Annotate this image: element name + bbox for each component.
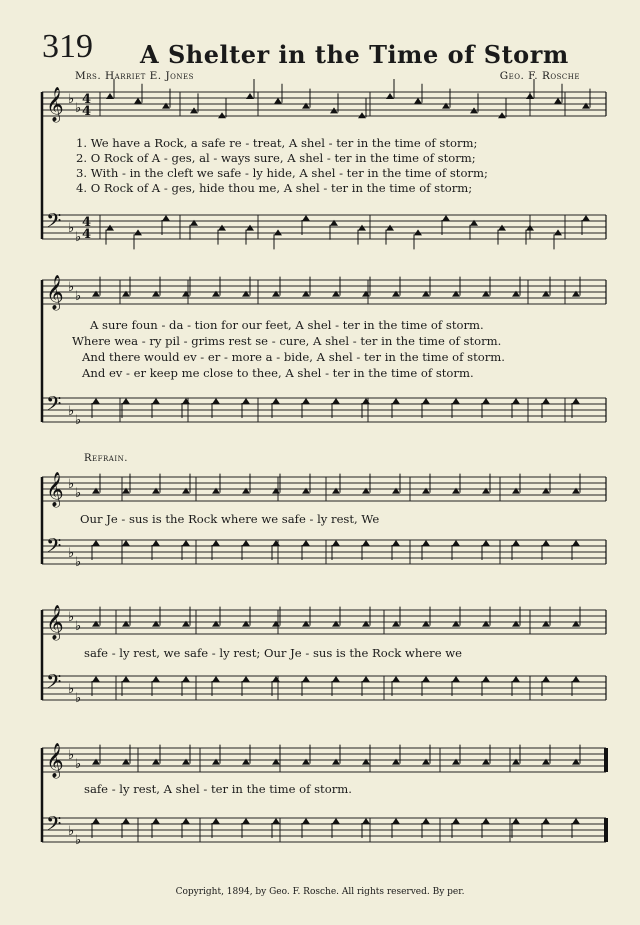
note-head	[422, 488, 430, 494]
note-head	[106, 93, 114, 99]
note-head	[242, 398, 250, 404]
note-head	[302, 676, 310, 682]
note-head	[332, 676, 340, 682]
treble-clef: 𝄞	[46, 743, 64, 778]
lyric-line: 2. O Rock of A - ges, al - ways sure, A shel - ter in the time of storm;	[76, 151, 476, 165]
note-head	[274, 229, 282, 235]
lyric-line: 1. We have a Rock, a safe re - treat, A shel - ter in the time of storm;	[76, 136, 478, 150]
refrain-label: Refrain.	[84, 453, 128, 464]
note-head	[482, 818, 490, 824]
note-head	[182, 291, 190, 297]
note-head	[452, 540, 460, 546]
note-head	[362, 759, 370, 765]
note-head	[512, 621, 520, 627]
note-head	[542, 676, 550, 682]
note-head	[182, 621, 190, 627]
bass-clef: 𝄢	[46, 812, 62, 840]
note-head	[152, 398, 160, 404]
note-head	[526, 93, 534, 99]
note-head	[572, 291, 580, 297]
note-head	[542, 818, 550, 824]
lyric-line: safe - ly rest, A shel - ter in the time of storm.	[84, 782, 352, 796]
flat-sign: ♭	[75, 230, 82, 245]
flat-sign: ♭	[75, 757, 82, 772]
note-head	[542, 488, 550, 494]
note-head	[152, 621, 160, 627]
note-head	[452, 488, 460, 494]
note-head	[218, 225, 226, 231]
note-head	[392, 488, 400, 494]
note-head	[272, 676, 280, 682]
note-head	[122, 818, 130, 824]
note-head	[242, 676, 250, 682]
note-head	[482, 759, 490, 765]
note-head	[512, 676, 520, 682]
lyric-line: And ev - er keep me close to thee, A shel - ter in the time of storm.	[82, 366, 474, 380]
note-head	[332, 759, 340, 765]
note-head	[542, 621, 550, 627]
note-head	[302, 488, 310, 494]
note-head	[512, 291, 520, 297]
note-head	[498, 225, 506, 231]
note-head	[512, 818, 520, 824]
note-head	[362, 621, 370, 627]
lyricist-credit: Mrs. Harriet E. Jones	[75, 70, 194, 82]
note-head	[442, 103, 450, 109]
note-head	[452, 291, 460, 297]
copyright-notice: Copyright, 1894, by Geo. F. Rosche. All rights reserved. By per.	[175, 887, 465, 897]
note-head	[392, 621, 400, 627]
note-head	[272, 759, 280, 765]
note-head	[392, 759, 400, 765]
lyric-line: 4. O Rock of A - ges, hide thou me, A shel - ter in the time of storm;	[76, 181, 473, 195]
hymn-title: A Shelter in the Time of Storm	[140, 40, 569, 69]
note-head	[572, 621, 580, 627]
note-head	[302, 103, 310, 109]
note-head	[392, 676, 400, 682]
flat-sign: ♭	[68, 546, 75, 561]
note-head	[272, 818, 280, 824]
note-head	[122, 398, 130, 404]
flat-sign: ♭	[75, 833, 82, 848]
flat-sign: ♭	[75, 413, 82, 428]
note-head	[274, 98, 282, 104]
note-head	[482, 398, 490, 404]
note-head	[92, 291, 100, 297]
note-head	[152, 759, 160, 765]
note-head	[92, 818, 100, 824]
bass-clef: 𝄢	[46, 670, 62, 698]
note-head	[302, 818, 310, 824]
note-head	[92, 398, 100, 404]
note-head	[392, 291, 400, 297]
note-head	[242, 818, 250, 824]
note-head	[92, 759, 100, 765]
note-head	[246, 225, 254, 231]
note-head	[542, 398, 550, 404]
flat-sign: ♭	[75, 101, 82, 116]
note-head	[242, 488, 250, 494]
note-head	[572, 488, 580, 494]
note-head	[554, 229, 562, 235]
lyric-line: Where wea - ry pil - grims rest se - cure, A shel - ter in the time of storm.	[72, 334, 502, 348]
note-head	[482, 291, 490, 297]
note-head	[302, 540, 310, 546]
note-head	[386, 93, 394, 99]
note-head	[332, 621, 340, 627]
note-head	[92, 676, 100, 682]
flat-sign: ♭	[75, 619, 82, 634]
note-head	[542, 291, 550, 297]
note-head	[392, 818, 400, 824]
note-head	[122, 676, 130, 682]
note-head	[92, 488, 100, 494]
note-head	[362, 488, 370, 494]
note-head	[152, 818, 160, 824]
note-head	[212, 759, 220, 765]
note-head	[272, 488, 280, 494]
note-head	[482, 540, 490, 546]
note-head	[272, 540, 280, 546]
flat-sign: ♭	[68, 221, 75, 236]
note-head	[386, 225, 394, 231]
note-head	[242, 540, 250, 546]
note-head	[482, 488, 490, 494]
note-head	[122, 759, 130, 765]
note-head	[332, 818, 340, 824]
note-head	[152, 540, 160, 546]
note-head	[122, 540, 130, 546]
time-signature: 4	[82, 104, 92, 119]
note-head	[122, 621, 130, 627]
note-head	[134, 229, 142, 235]
note-head	[526, 225, 534, 231]
note-head	[452, 398, 460, 404]
note-head	[572, 398, 580, 404]
note-head	[362, 540, 370, 546]
note-head	[218, 112, 226, 118]
note-head	[242, 291, 250, 297]
lyric-line: A sure foun - da - tion for our feet, A shel - ter in the time of storm.	[90, 318, 484, 332]
flat-sign: ♭	[68, 824, 75, 839]
note-head	[414, 229, 422, 235]
note-head	[422, 398, 430, 404]
note-head	[542, 540, 550, 546]
lyric-line: And there would ev - er - more a - bide, A shel - ter in the time of storm.	[82, 350, 505, 364]
note-head	[242, 621, 250, 627]
note-head	[422, 621, 430, 627]
note-head	[542, 759, 550, 765]
note-head	[152, 488, 160, 494]
note-head	[182, 676, 190, 682]
note-head	[512, 398, 520, 404]
note-head	[212, 621, 220, 627]
note-head	[442, 215, 450, 221]
hymn-number: 319	[42, 28, 93, 65]
bass-clef: 𝄢	[46, 534, 62, 562]
note-head	[392, 540, 400, 546]
treble-clef: 𝄞	[46, 87, 64, 122]
note-head	[332, 488, 340, 494]
note-head	[452, 676, 460, 682]
note-head	[452, 621, 460, 627]
note-head	[272, 398, 280, 404]
note-head	[182, 540, 190, 546]
note-head	[332, 398, 340, 404]
note-head	[212, 488, 220, 494]
note-head	[414, 98, 422, 104]
note-head	[92, 621, 100, 627]
bass-clef: 𝄢	[46, 209, 62, 237]
treble-clef: 𝄞	[46, 472, 64, 507]
note-head	[452, 818, 460, 824]
note-head	[302, 759, 310, 765]
lyric-line: safe - ly rest, we safe - ly rest; Our Je - sus is the Rock where we	[84, 646, 463, 660]
note-head	[482, 676, 490, 682]
note-head	[182, 818, 190, 824]
note-head	[422, 759, 430, 765]
note-head	[182, 759, 190, 765]
note-head	[572, 540, 580, 546]
note-head	[554, 98, 562, 104]
note-head	[498, 112, 506, 118]
note-head	[212, 540, 220, 546]
note-head	[92, 540, 100, 546]
lyric-line: Our Je - sus is the Rock where we safe - ly rest, We	[80, 512, 380, 526]
note-head	[106, 225, 114, 231]
flat-sign: ♭	[68, 404, 75, 419]
note-head	[212, 291, 220, 297]
note-head	[162, 103, 170, 109]
note-head	[358, 112, 366, 118]
note-head	[362, 818, 370, 824]
flat-sign: ♭	[68, 280, 75, 295]
note-head	[182, 398, 190, 404]
note-head	[302, 621, 310, 627]
note-head	[512, 759, 520, 765]
note-head	[582, 215, 590, 221]
note-head	[152, 291, 160, 297]
note-head	[122, 488, 130, 494]
flat-sign: ♭	[68, 748, 75, 763]
flat-sign: ♭	[68, 682, 75, 697]
lyric-line: 3. With - in the cleft we safe - ly hide, A shel - ter in the time of storm;	[76, 166, 488, 180]
note-head	[422, 818, 430, 824]
note-head	[302, 398, 310, 404]
note-head	[182, 488, 190, 494]
note-head	[272, 291, 280, 297]
note-head	[422, 540, 430, 546]
time-signature: 4	[82, 92, 92, 107]
note-head	[362, 676, 370, 682]
flat-sign: ♭	[75, 555, 82, 570]
note-head	[512, 488, 520, 494]
note-head	[332, 540, 340, 546]
flat-sign: ♭	[68, 477, 75, 492]
flat-sign: ♭	[75, 691, 82, 706]
flat-sign: ♭	[68, 610, 75, 625]
note-head	[452, 759, 460, 765]
flat-sign: ♭	[75, 289, 82, 304]
note-head	[302, 215, 310, 221]
note-head	[362, 291, 370, 297]
note-head	[362, 398, 370, 404]
note-head	[358, 225, 366, 231]
treble-clef: 𝄞	[46, 605, 64, 640]
note-head	[162, 215, 170, 221]
note-head	[134, 98, 142, 104]
note-head	[152, 676, 160, 682]
composer-credit: Geo. F. Rosche	[499, 70, 580, 82]
note-head	[482, 621, 490, 627]
note-head	[422, 676, 430, 682]
time-signature: 4	[82, 227, 92, 242]
flat-sign: ♭	[68, 92, 75, 107]
note-head	[422, 291, 430, 297]
bass-clef: 𝄢	[46, 392, 62, 420]
note-head	[212, 398, 220, 404]
note-head	[302, 291, 310, 297]
note-head	[572, 759, 580, 765]
note-head	[332, 291, 340, 297]
note-head	[572, 676, 580, 682]
time-signature: 4	[82, 215, 92, 230]
note-head	[572, 818, 580, 824]
treble-clef: 𝄞	[46, 275, 64, 310]
flat-sign: ♭	[75, 486, 82, 501]
note-head	[392, 398, 400, 404]
note-head	[212, 676, 220, 682]
note-head	[122, 291, 130, 297]
note-head	[272, 621, 280, 627]
note-head	[242, 759, 250, 765]
note-head	[212, 818, 220, 824]
note-head	[582, 103, 590, 109]
note-head	[246, 93, 254, 99]
note-head	[512, 540, 520, 546]
